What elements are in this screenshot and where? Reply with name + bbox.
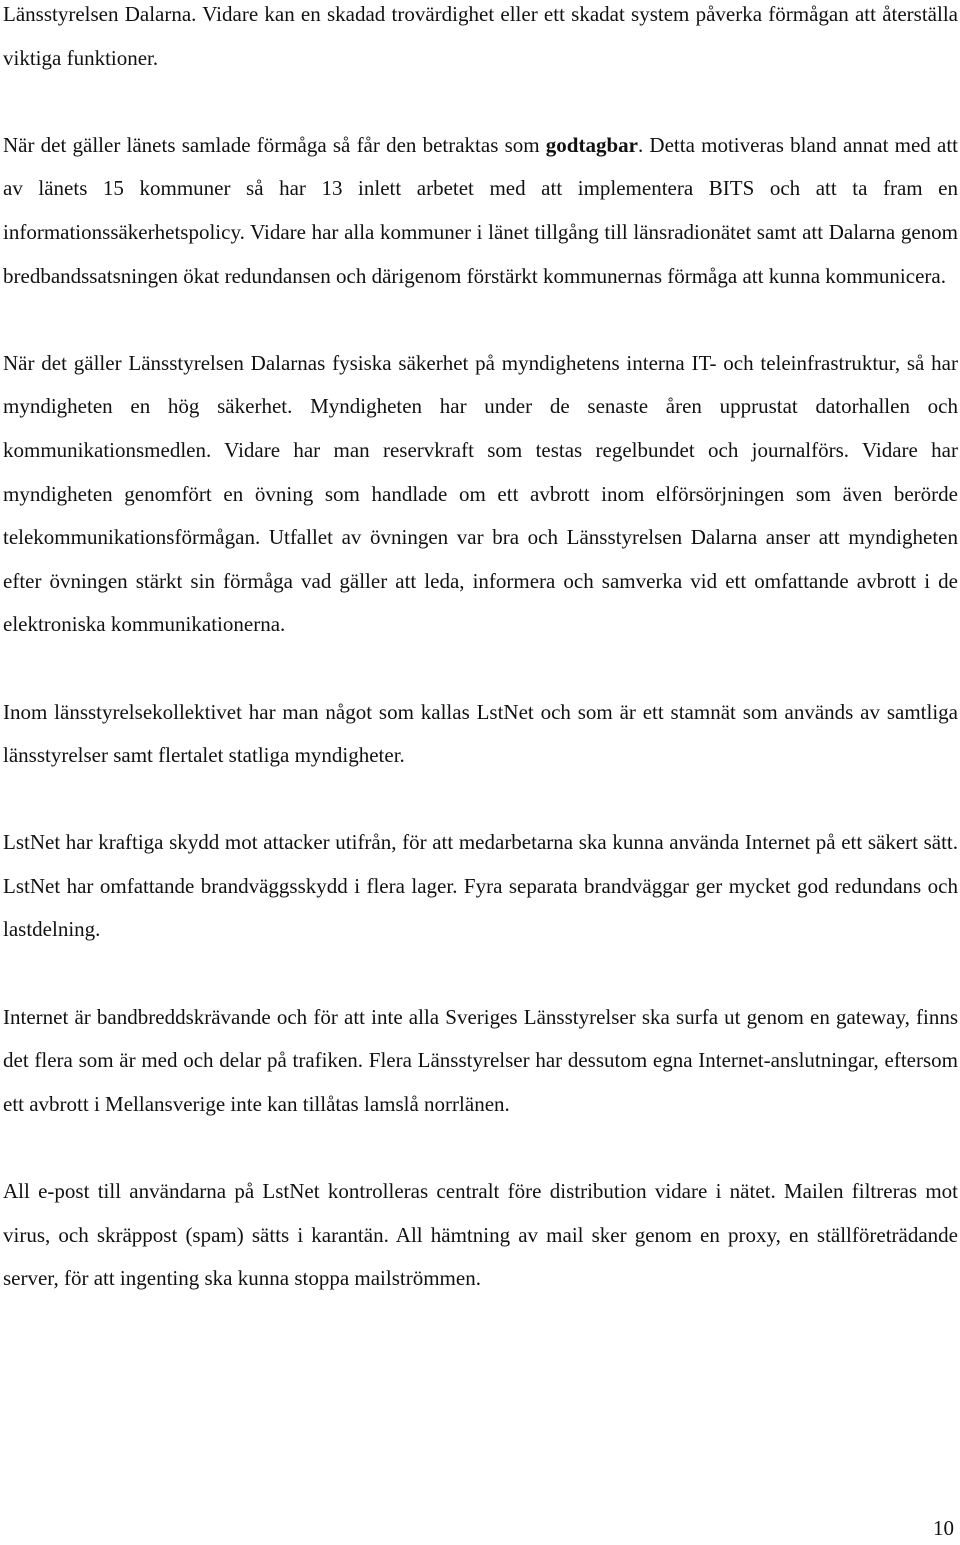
paragraph-4 [3, 691, 958, 778]
paragraph-gap [3, 952, 958, 996]
paragraph-5 [3, 821, 958, 952]
paragraph-2 [3, 124, 958, 298]
paragraph-3 [3, 342, 958, 647]
paragraph-2-text-start: När det gäller länets samlade förmåga så får den betraktas som [3, 132, 546, 157]
paragraph-5-text: LstNet har kraftiga skydd mot attacker utifrån, för att medarbetarna ska kunna använda Internet på ett säkert sätt. LstNet har omfattande brandväggsskydd i flera lager. Fyra separata brandväggar ger mycket god redundans och lastdelning. [3, 830, 958, 942]
paragraph-2-bold-term: godtagbar [545, 132, 638, 157]
paragraph-gap [3, 1126, 958, 1170]
paragraph-3-text: När det gäller Länsstyrelsen Dalarnas fysiska säkerhet på myndighetens interna IT- och teleinfrastruktur, så har myndigheten en hög säkerhet. Myndigheten har under de senaste åren upprustat datorhallen och kommunikationsmedlen. Vidare har man reservkraft som testas regelbundet och journalförs. Vidare har myndigheten genomfört en övning som handlade om ett avbrott inom elförsörjningen som även berörde telekommunikationsförmågan. Utfallet av övningen var bra och Länsstyrelsen Dalarna anser att myndigheten efter övningen stärkt sin förmåga vad gäller att leda, informera och samverka vid ett omfattande avbrott i de elektroniska kommunikationerna. [3, 350, 958, 637]
paragraph-6 [3, 996, 958, 1127]
paragraph-6-text: Internet är bandbreddskrävande och för att inte alla Sveriges Länsstyrelser ska surfa ut genom en gateway, finns det flera som är med och delar på trafiken. Flera Länsstyrelser har dessutom egna Internet-anslutningar, eftersom ett avbrott i Mellansverige inte kan tillåtas lamslå norrlänen. [3, 1004, 958, 1116]
paragraph-gap [3, 778, 958, 822]
paragraph-7 [3, 1170, 958, 1301]
page-number: 10 [933, 1516, 954, 1540]
paragraph-1-text: Länsstyrelsen Dalarna. Vidare kan en skadad trovärdighet eller ett skadat system påverka förmågan att återställa viktiga funktioner. [3, 2, 958, 70]
paragraph-2-text-end: . Detta motiveras bland annat med att av länets 15 kommuner så har 13 inlett arbetet med att implementera BITS och att ta fram en informationssäkerhetspolicy. Vidare har alla kommuner i länet tillgång till länsradionätet samt att Dalarna genom bredbandssatsningen ökat redundansen och därigenom förstärkt kommunernas förmåga att kunna kommunicera. [3, 132, 958, 288]
paragraph-gap [3, 298, 958, 342]
paragraph-4-text: Inom länsstyrelsekollektivet har man något som kallas LstNet och som är ett stamnät som används av samtliga länsstyrelser samt flertalet statliga myndigheter. [3, 699, 958, 768]
paragraph-7-text: All e-post till användarna på LstNet kontrolleras centralt före distribution vidare i nätet. Mailen filtreras mot virus, och skräppost (spam) sätts i karantän. All hämtning av mail sker genom en proxy, en ställföreträdande server, för att ingenting ska kunna stoppa mailströmmen. [3, 1179, 958, 1291]
paragraph-gap [3, 647, 958, 691]
paragraph-1 [3, 0, 958, 80]
paragraph-gap [3, 80, 958, 124]
